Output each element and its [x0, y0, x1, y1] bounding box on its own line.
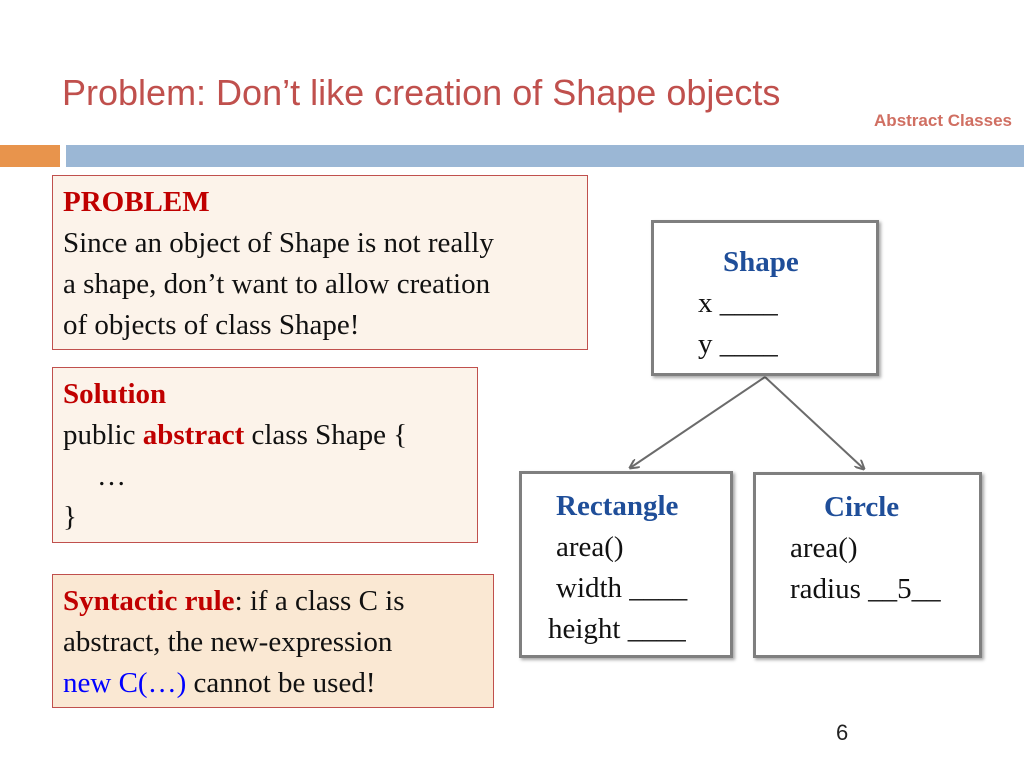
rule-text: : if a class C is [234, 585, 405, 617]
rectangle-method-area: area() [556, 531, 624, 563]
problem-heading: PROBLEM [63, 186, 210, 218]
page-number: 6 [836, 720, 849, 745]
slide-title: Problem: Don’t like creation of Shape objects [62, 72, 781, 113]
circle-field-radius: radius __5__ [790, 573, 941, 605]
abstract-keyword: abstract [142, 419, 245, 451]
circle-class-name: Circle [824, 491, 900, 523]
circle-method-area: area() [790, 532, 858, 564]
new-expression-code: new C(…) [63, 667, 187, 699]
rectangle-field-height: height ____ [548, 613, 686, 645]
code-text: class Shape { [244, 419, 408, 451]
code-text: public [63, 419, 143, 451]
shape-class-box [651, 220, 879, 376]
arrow-to-rectangle [630, 377, 765, 468]
rule-line: abstract, the new-expression [63, 626, 393, 658]
slide-subtitle: Abstract Classes [874, 111, 1012, 130]
circle-class-box [753, 472, 982, 658]
problem-line: Since an object of Shape is not really [63, 227, 494, 259]
rectangle-class-name: Rectangle [556, 490, 679, 522]
shape-field-y: y ____ [698, 328, 778, 360]
solution-closing-brace: } [63, 501, 77, 533]
shape-class-name: Shape [723, 246, 799, 278]
problem-line: a shape, don’t want to allow creation [63, 268, 491, 300]
solution-ellipsis: … [97, 460, 126, 492]
problem-line: of objects of class Shape! [63, 309, 360, 341]
shape-field-x: x ____ [698, 287, 778, 319]
rectangle-field-width: width ____ [556, 572, 688, 604]
arrow-to-circle [765, 377, 864, 469]
rule-heading: Syntactic rule [63, 585, 235, 617]
solution-heading: Solution [63, 378, 167, 410]
rectangle-class-box [519, 471, 733, 658]
rule-text: cannot be used! [186, 667, 376, 699]
